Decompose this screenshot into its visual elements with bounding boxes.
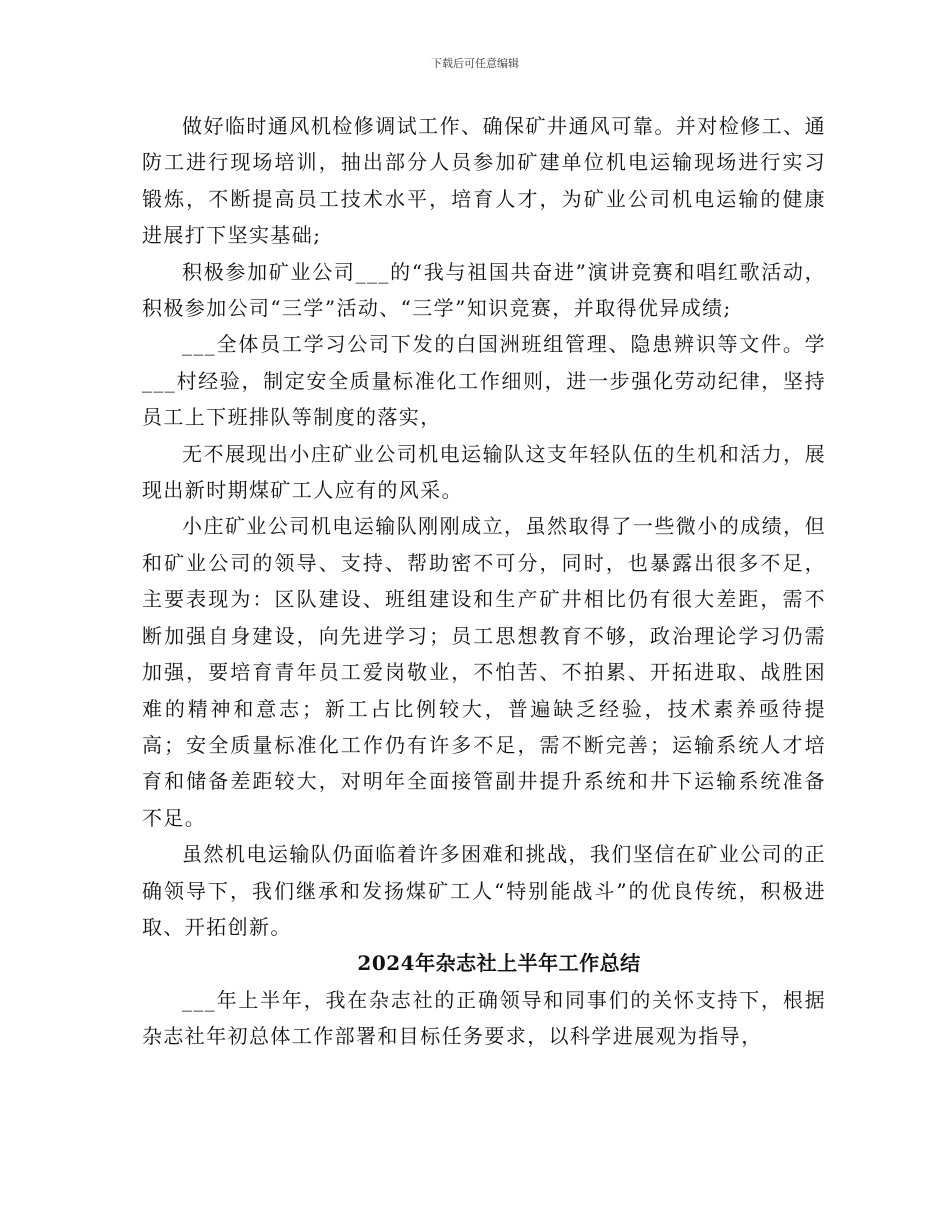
- paragraph: 虽然机电运输队仍面临着许多困难和挑战，我们坚信在矿业公司的正确领导下，我们继承和发扬煤矿工人“特别能战斗”的优良传统，积极进取、开拓创新。: [142, 842, 826, 939]
- paragraph: 无不展现出小庄矿业公司机电运输队这支年轻队伍的生机和活力，展现出新时期煤矿工人应有的风采。: [142, 441, 826, 503]
- paragraph: ___全体员工学习公司下发的白国洲班组管理、隐患辨识等文件。学___村经验，制定安全质量标准化工作细则，进一步强化劳动纪律，坚持员工上下班排队等制度的落实，: [142, 332, 826, 430]
- paragraph: ___年上半年，我在杂志社的正确领导和同事们的关怀支持下，根据杂志社年初总体工作部署和目标任务要求，以科学进展观为指导，: [142, 987, 826, 1049]
- section-title: 2024年杂志社上半年工作总结: [357, 951, 641, 976]
- page-header-note: 下载后可任意编辑: [431, 57, 519, 70]
- document-body: [142, 108, 826, 1055]
- paragraph: 做好临时通风机检修调试工作、确保矿井通风可靠。并对检修工、通防工进行现场培训，抽出部分人员参加矿建单位机电运输现场进行实习锻炼，不断提高员工技术水平，培育人才，为矿业公司机电运输的健康进展打下坚实基础;: [142, 114, 826, 248]
- paragraph: 积极参加矿业公司___的“我与祖国共奋进”演讲竞赛和唱红歌活动，积极参加公司“三学”活动、“三学”知识竞赛，并取得优异成绩;: [142, 259, 826, 321]
- paragraph: 小庄矿业公司机电运输队刚刚成立，虽然取得了一些微小的成绩，但和矿业公司的领导、支持、帮助密不可分，同时，也暴露出很多不足，主要表现为：区队建设、班组建设和生产矿井相比仍有很大差距，需不断加强自身建设，向先进学习；员工思想教育不够，政治理论学习仍需加强，要培育青年员工爱岗敬业，不怕苦、不拍累、开拓进取、战胜困难的精神和意志；新工占比例较大，普遍缺乏经验，技术素养亟待提高；安全质量标准化工作仍有许多不足，需不断完善；运输系统人才培育和储备差距较大，对明年全面接管副井提升系统和井下运输系统准备不足。: [142, 514, 826, 830]
